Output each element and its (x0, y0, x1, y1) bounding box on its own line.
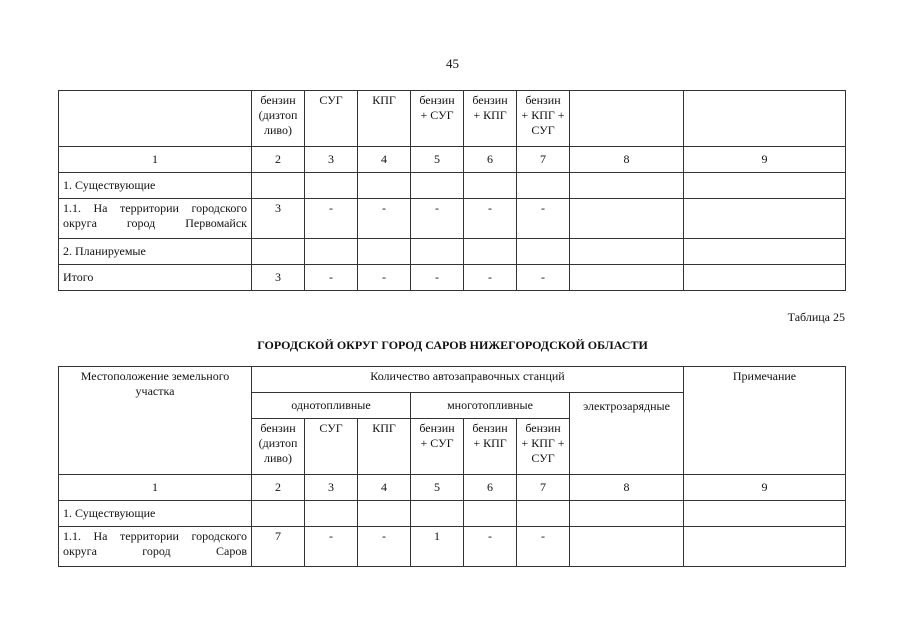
header-empty-cell (59, 91, 252, 147)
fuel-header: бензин + СУГ (411, 419, 464, 475)
header-empty-cell (684, 91, 846, 147)
cell-empty (570, 199, 684, 239)
cell-value: - (305, 199, 358, 239)
cell-empty (570, 265, 684, 291)
cell-value: - (358, 527, 411, 567)
row-label: 1.1. На территории городского округа город Первомайск (59, 199, 252, 239)
row-label: 2. Планируемые (59, 239, 252, 265)
cell-value: - (305, 527, 358, 567)
cell-value: - (358, 199, 411, 239)
fuel-header: КПГ (358, 91, 411, 147)
cell-value: - (517, 199, 570, 239)
column-number-row (59, 475, 846, 501)
cell-value: 1 (411, 527, 464, 567)
cell-value (517, 239, 570, 265)
note-header: Примечание (684, 367, 846, 475)
cell-empty (684, 239, 846, 265)
row-label: 1. Существующие (59, 501, 252, 527)
table-caption: Таблица 25 (787, 310, 845, 324)
cell-value (464, 239, 517, 265)
column-number: 3 (305, 475, 358, 501)
column-number: 9 (684, 475, 846, 501)
fuel-header: бензин + КПГ (464, 91, 517, 147)
fuel-header: СУГ (305, 419, 358, 475)
cell-value: 3 (252, 265, 305, 291)
cell-value: - (464, 527, 517, 567)
fuel-header: КПГ (358, 419, 411, 475)
fuel-header: бензин + СУГ (411, 91, 464, 147)
column-number: 2 (252, 475, 305, 501)
cell-value: - (464, 265, 517, 291)
cell-value (305, 173, 358, 199)
cell-value: - (305, 265, 358, 291)
cell-value (411, 173, 464, 199)
cell-value (358, 501, 411, 527)
location-header: Местоположение земельного участка (59, 367, 252, 475)
cell-empty (570, 173, 684, 199)
table-row (59, 173, 846, 199)
electric-header: электрозарядные (570, 393, 684, 475)
stations-table-pervomaysk (58, 90, 846, 291)
table-row (59, 501, 846, 527)
column-number: 5 (411, 475, 464, 501)
column-number: 8 (570, 475, 684, 501)
cell-empty (684, 501, 846, 527)
column-number-row (59, 147, 846, 173)
cell-value (464, 173, 517, 199)
cell-value: - (411, 199, 464, 239)
cell-value: - (464, 199, 517, 239)
column-number: 5 (411, 147, 464, 173)
cell-empty (684, 199, 846, 239)
column-number: 7 (517, 147, 570, 173)
cell-value (358, 173, 411, 199)
cell-value (517, 173, 570, 199)
header-empty-cell (570, 91, 684, 147)
cell-empty (684, 173, 846, 199)
table-row (59, 199, 846, 239)
cell-empty (570, 527, 684, 567)
cell-value (252, 173, 305, 199)
cell-value: 7 (252, 527, 305, 567)
cell-value (305, 239, 358, 265)
column-number: 4 (358, 475, 411, 501)
single-fuel-header: однотопливные (252, 393, 411, 419)
column-number: 2 (252, 147, 305, 173)
fuel-header-row (59, 91, 846, 147)
cell-value: - (517, 527, 570, 567)
cell-value: - (411, 265, 464, 291)
fuel-header: бензин + КПГ (464, 419, 517, 475)
cell-value: - (517, 265, 570, 291)
column-number: 8 (570, 147, 684, 173)
cell-value (252, 501, 305, 527)
column-number: 6 (464, 147, 517, 173)
cell-empty (570, 239, 684, 265)
row-label: Итого (59, 265, 252, 291)
column-number: 6 (464, 475, 517, 501)
cell-empty (570, 501, 684, 527)
cell-empty (684, 265, 846, 291)
cell-empty (684, 527, 846, 567)
count-header: Количество автозаправочных станций (252, 367, 684, 393)
cell-value (411, 239, 464, 265)
page-number: 45 (446, 56, 459, 71)
cell-value: 3 (252, 199, 305, 239)
cell-value: - (358, 265, 411, 291)
column-number: 3 (305, 147, 358, 173)
group-header-row (59, 367, 846, 393)
row-label: 1.1. На территории городского округа город Саров (59, 527, 252, 567)
cell-value (464, 501, 517, 527)
table-row (59, 239, 846, 265)
multi-fuel-header: многотопливные (411, 393, 570, 419)
fuel-header: бензин + КПГ + СУГ (517, 419, 570, 475)
row-label: 1. Существующие (59, 173, 252, 199)
cell-value (252, 239, 305, 265)
fuel-header: бензин (дизтоп ливо) (252, 91, 305, 147)
section-title: ГОРОДСКОЙ ОКРУГ ГОРОД САРОВ НИЖЕГОРОДСКОЙ ОБЛАСТИ (257, 338, 648, 352)
column-number: 7 (517, 475, 570, 501)
column-number: 1 (59, 147, 252, 173)
cell-value (517, 501, 570, 527)
column-number: 4 (358, 147, 411, 173)
fuel-header: СУГ (305, 91, 358, 147)
stations-table-sarov (58, 366, 846, 567)
fuel-header: бензин (дизтоп ливо) (252, 419, 305, 475)
cell-value (411, 501, 464, 527)
fuel-header: бензин + КПГ + СУГ (517, 91, 570, 147)
table-row (59, 527, 846, 567)
cell-value (358, 239, 411, 265)
column-number: 9 (684, 147, 846, 173)
cell-value (305, 501, 358, 527)
column-number: 1 (59, 475, 252, 501)
table-row-total (59, 265, 846, 291)
